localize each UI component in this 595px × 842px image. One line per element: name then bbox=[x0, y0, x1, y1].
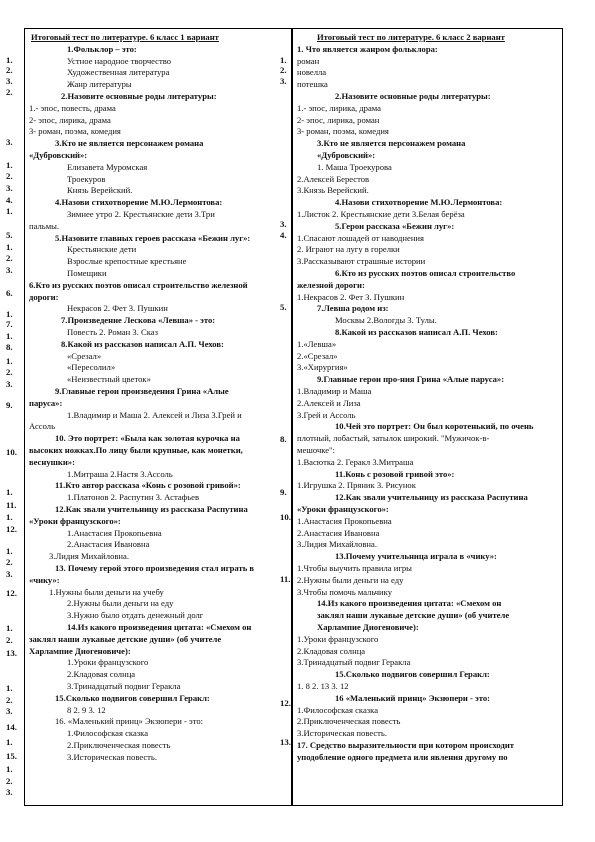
text-line: 1.Листок 2. Крестьянские дети 3.Белая берёза bbox=[297, 209, 465, 219]
text-line: 3.Рассказывают страшные истории bbox=[297, 256, 426, 267]
text-line: заклял наши лукавые детские души» (об учителе bbox=[317, 610, 510, 621]
margin-answer-mark: 1. bbox=[6, 309, 13, 319]
text-line: 5.Герои рассказа «Бежин луг»: bbox=[335, 220, 455, 231]
margin-answer-mark: 10. bbox=[280, 512, 291, 522]
text-line: 6.Кто из русских поэтов описал строительство bbox=[335, 268, 516, 278]
margin-answer-mark: 1. bbox=[6, 512, 13, 522]
text-line: 1.Игрушка 2. Пряник 3. Рисунок bbox=[297, 480, 416, 491]
margin-answer-mark: 12. bbox=[6, 588, 17, 598]
text-line: 3.Историческая повесть. bbox=[297, 728, 387, 739]
text-line: «Дубровский»: bbox=[317, 150, 376, 160]
margin-answer-mark: 2. bbox=[6, 557, 13, 567]
margin-answer-mark: 4. bbox=[6, 195, 13, 205]
text-line: 16. «Маленький принц» Экзюпери - это: bbox=[55, 716, 204, 727]
text-line: 4.Назови стихотворение М.Ю.Лермонтова: bbox=[335, 197, 503, 208]
text-line: «Неизвестный цветок» bbox=[67, 374, 151, 385]
text-line: 1.Анастасия Прокопьевна bbox=[67, 527, 162, 538]
text-line: 1. Что является жанром фольклора: bbox=[297, 43, 438, 54]
text-line: 2.Кладовая солнца bbox=[67, 669, 136, 680]
text-line: новелла bbox=[297, 67, 327, 78]
margin-answer-mark: 1. bbox=[280, 55, 287, 65]
text-line: Художественная литература bbox=[67, 67, 170, 78]
text-line: 1. Маша Троекурова bbox=[317, 161, 392, 172]
text-line: Итоговый тест по литературе. 6 класс 2 вариант bbox=[317, 32, 505, 42]
text-line: 2.Анастасия Ивановна bbox=[297, 527, 380, 538]
text-line: Харлампие Диогеновиче): bbox=[29, 645, 131, 656]
text-line: заклял наши лукавые детские души» (об учителе bbox=[29, 633, 222, 644]
margin-answer-mark: 2. bbox=[6, 171, 13, 181]
text-line: 13.Почему учительница играла в «чику»: bbox=[335, 551, 497, 562]
margin-answer-mark: 9. bbox=[280, 487, 287, 497]
text-line: паруса»: bbox=[29, 397, 63, 408]
margin-answer-mark: 1. bbox=[6, 546, 13, 556]
text-line: 11.Конь с розовой гривой это»: bbox=[335, 468, 455, 479]
text-line: Взрослые крепостные крестьяне bbox=[67, 256, 187, 267]
text-line: 1.Васютка 2. Геракл 3.Митраша bbox=[297, 456, 414, 467]
margin-answer-mark: 2. bbox=[280, 65, 287, 75]
margin-answer-mark: 3. bbox=[6, 569, 13, 579]
margin-answer-mark: 2. bbox=[6, 635, 13, 645]
text-line: 1.Платонов 2. Распутин 3. Астафьев bbox=[67, 492, 200, 503]
margin-answer-mark: 2. bbox=[6, 776, 13, 786]
text-line: 14.Из какого произведения цитата: «Смехом он bbox=[317, 598, 502, 609]
text-line: 3- роман, поэма, комедия bbox=[29, 126, 121, 137]
text-line: 2.Приключенческая повесть bbox=[67, 740, 171, 750]
text-line: 1.- эпос, повесть, драма bbox=[29, 102, 116, 113]
text-line: 2.Кладовая солнца bbox=[297, 645, 366, 656]
text-line: 1.Владимир и Маша bbox=[297, 386, 372, 396]
text-line: 13. Почему герой этого произведения стал играть в bbox=[55, 563, 255, 573]
text-line: «Уроки французского»: bbox=[297, 504, 389, 514]
margin-answer-mark: 3. bbox=[6, 76, 13, 86]
text-line: Ассоль bbox=[29, 421, 56, 432]
margin-answer-mark: 11. bbox=[280, 574, 291, 584]
margin-answer-mark: 3. bbox=[6, 379, 13, 389]
margin-answer-mark: 1. bbox=[6, 764, 13, 774]
text-line: 1.Фольклор – это: bbox=[67, 43, 137, 54]
text-line: 3.Лидия Михайловна. bbox=[297, 539, 377, 550]
text-line: 1.Уроки французского bbox=[297, 633, 379, 644]
text-line: 3.Историческая повесть. bbox=[67, 751, 157, 762]
text-line: Помещики bbox=[67, 268, 107, 278]
text-line: 1.Митраша 2.Настя 3.Ассоль bbox=[67, 468, 173, 479]
margin-answer-mark: 2. bbox=[6, 695, 13, 705]
margin-answer-mark: 11. bbox=[6, 500, 17, 510]
variant-2-column bbox=[292, 28, 563, 806]
margin-answer-mark: 2. bbox=[6, 65, 13, 75]
text-line: веснушки»: bbox=[29, 456, 75, 467]
text-line: 2.Алексей Берестов bbox=[297, 173, 370, 184]
margin-answer-mark: 2. bbox=[6, 367, 13, 377]
text-line: 1.«Левша» bbox=[297, 338, 337, 349]
text-line: 3.Лидия Михайловна. bbox=[49, 551, 129, 562]
text-line: 1.Владимир и Маша 2. Алексей и Лиза 3.Грей и bbox=[67, 409, 242, 420]
text-line: Жанр литературы bbox=[67, 79, 132, 90]
margin-answer-mark: 12. bbox=[6, 524, 17, 534]
text-line: «Уроки французского»: bbox=[29, 515, 121, 526]
text-line: 3.Тринадцатый подвиг Геракла bbox=[297, 657, 411, 668]
text-line: «Срезал» bbox=[67, 350, 102, 361]
margin-answer-mark: 3. bbox=[6, 787, 13, 797]
text-line: 9.Главные герои про-ния Грина «Алые паруса»: bbox=[317, 374, 505, 385]
text-line: 1.Философская сказка bbox=[67, 728, 149, 739]
margin-answer-mark: 14. bbox=[6, 722, 17, 732]
margin-answer-mark: 3. bbox=[6, 265, 13, 275]
text-line: 3.Кто не является персонажем романа bbox=[55, 138, 204, 149]
margin-answer-mark: 2. bbox=[6, 87, 13, 97]
text-line: 2- эпос, лирика, драма bbox=[29, 114, 111, 125]
margin-answer-mark: 13. bbox=[280, 737, 291, 747]
text-line: 3.Нужно было отдать денежный долг bbox=[67, 610, 204, 621]
margin-answer-mark: 8. bbox=[280, 434, 287, 444]
text-line: 8.Какой из рассказов написал А.П. Чехов: bbox=[61, 338, 224, 349]
text-line: Троекуров bbox=[67, 173, 106, 184]
text-line: 14.Из какого произведения цитата: «Смехом он bbox=[67, 622, 252, 632]
text-line: 3.Чтобы помочь мальчику bbox=[297, 586, 392, 597]
margin-answer-mark: 8. bbox=[6, 342, 13, 352]
text-line: Итоговый тест по литературе. 6 класс 1 вариант bbox=[31, 32, 219, 42]
text-line: 6.Кто из русских поэтов описал строительство железной bbox=[29, 279, 248, 290]
text-line: Устное народное творчество bbox=[67, 55, 172, 66]
text-line: 12.Как звали учительницу из рассказа Распутина bbox=[55, 504, 248, 514]
margin-answer-mark: 1. bbox=[6, 737, 13, 747]
margin-answer-mark: 5. bbox=[6, 230, 13, 240]
text-line: роман bbox=[297, 55, 320, 66]
margin-answer-mark: 1. bbox=[6, 356, 13, 366]
margin-answer-mark: 3. bbox=[280, 219, 287, 229]
text-line: 2.«Срезал» bbox=[297, 350, 338, 361]
text-line: Москвы 2.Вологды 3. Тулы. bbox=[335, 315, 437, 326]
text-line: 10.Чей это портрет: Он был коротенький, по очень bbox=[335, 421, 534, 432]
text-line: 4.Назови стихотворение М.Ю.Лермонтова: bbox=[55, 197, 223, 208]
text-line: 2.Анастасия Ивановна bbox=[67, 539, 150, 550]
margin-answer-mark: 13. bbox=[6, 648, 17, 658]
text-line: 3.Грей и Ассоль bbox=[297, 409, 356, 420]
text-line: железной дороги: bbox=[297, 279, 365, 290]
margin-answer-mark: 1. bbox=[6, 160, 13, 170]
margin-answer-mark: 1. bbox=[6, 683, 13, 693]
text-line: 15.Сколько подвигов совершил Геракл: bbox=[55, 692, 210, 703]
margin-answer-mark: 1. bbox=[6, 623, 13, 633]
margin-answer-mark: 3. bbox=[6, 183, 13, 193]
text-line: «Пересолил» bbox=[67, 362, 116, 373]
text-line: «чику»: bbox=[29, 574, 60, 585]
text-line: 7.Произведение Лескова «Левша» - это: bbox=[61, 315, 216, 326]
text-line: Некрасов 2. Фет 3. Пушкин bbox=[67, 303, 168, 314]
text-line: 1. 8 2. 13 3. 12 bbox=[297, 681, 349, 691]
margin-answer-mark: 5. bbox=[280, 302, 287, 312]
text-line: Повесть 2. Роман 3. Сказ bbox=[67, 327, 158, 337]
margin-answer-mark: 3. bbox=[6, 706, 13, 716]
text-line: Харлампие Диогеновиче): bbox=[317, 622, 419, 632]
margin-answer-mark: 9. bbox=[6, 400, 13, 410]
text-line: 3.Тринадцатый подвиг Геракла bbox=[67, 681, 181, 691]
margin-answer-mark: 3. bbox=[6, 137, 13, 147]
margin-answer-mark: 10. bbox=[6, 447, 17, 457]
text-line: 11.Кто автор рассказа «Конь с розовой гривой»: bbox=[55, 480, 241, 491]
text-line: 1.- эпос, лирика, драма bbox=[297, 102, 381, 113]
text-line: 1.Уроки французского bbox=[67, 657, 149, 668]
text-line: 1.Нужны были деньги на учебу bbox=[49, 586, 164, 597]
text-line: 9.Главные герои произведения Грина «Алые bbox=[55, 386, 229, 396]
text-line: потешка bbox=[297, 79, 328, 90]
text-line: 1.Чтобы выучить правила игры bbox=[297, 563, 412, 573]
text-line: 10. Это портрет: «Была как золотая курочка на bbox=[55, 433, 240, 444]
text-line: 2.Нужны были деньги на еду bbox=[67, 598, 174, 609]
margin-answer-mark: 1. bbox=[6, 206, 13, 216]
text-line: плотный, лобастый, затылок широкий. "Мужичок-в- bbox=[297, 433, 490, 444]
text-line: Крестьянские дети bbox=[67, 244, 137, 255]
text-line: 3.Кто не является персонажем романа bbox=[317, 138, 466, 149]
margin-answer-mark: 4. bbox=[280, 230, 287, 240]
text-line: 3.Князь Верейский. bbox=[297, 185, 369, 196]
text-line: 2. Играют на лугу в горелки bbox=[297, 244, 400, 255]
text-line: 3.«Хирургия» bbox=[297, 362, 348, 373]
text-line: 2- эпос, лирика, роман bbox=[297, 114, 380, 125]
text-line: пальмы. bbox=[29, 220, 60, 231]
text-line: 16 «Маленький принц» Экзюпери - это: bbox=[335, 692, 491, 703]
text-line: уподобление одного предмета или явления другому по bbox=[297, 751, 508, 762]
variant-1-column bbox=[24, 28, 292, 806]
text-line: 17. Средство выразительности при котором происходит bbox=[297, 740, 514, 750]
text-line: 1.Анастасия Прокопьевна bbox=[297, 515, 392, 526]
text-line: 1.Некрасов 2. Фет 3. Пушкин bbox=[297, 291, 405, 302]
margin-answer-mark: 1. bbox=[6, 487, 13, 497]
margin-answer-mark: 2. bbox=[6, 253, 13, 263]
text-line: дороги: bbox=[29, 291, 59, 302]
text-line: 2.Назовите основные роды литературы: bbox=[61, 91, 217, 101]
margin-answer-mark: 1. bbox=[6, 55, 13, 65]
text-line: 8.Какой из рассказов написал А.П. Чехов: bbox=[335, 327, 498, 337]
text-line: 1.Спасают лошадей от наводнения bbox=[297, 232, 424, 243]
margin-answer-mark: 6. bbox=[6, 288, 13, 298]
text-line: 2.Приключенческая повесть bbox=[297, 716, 401, 727]
text-line: 2.Нужны были деньги на еду bbox=[297, 574, 404, 585]
margin-answer-mark: 12. bbox=[280, 698, 291, 708]
margin-answer-mark: 3. bbox=[280, 76, 287, 86]
text-line: 5.Назовите главных героев рассказа «Бежин луг»: bbox=[55, 232, 251, 243]
margin-answer-mark: 7. bbox=[6, 319, 13, 329]
text-line: 15.Сколько подвигов совершил Геракл: bbox=[335, 669, 490, 680]
text-line: мешочке": bbox=[297, 445, 335, 455]
text-line: 3- роман, поэма, комедия bbox=[297, 126, 389, 137]
text-line: Князь Верейский. bbox=[67, 185, 133, 196]
text-line: «Дубровский»: bbox=[29, 150, 88, 160]
text-line: Зимнее утро 2. Крестьянские дети 3.Три bbox=[67, 209, 215, 219]
margin-answer-mark: 15. bbox=[6, 751, 17, 761]
text-line: 12.Как звали учительницу из рассказа Распутина bbox=[335, 492, 528, 503]
text-line: 7.Левша родом из: bbox=[317, 303, 389, 314]
margin-answer-mark: 1. bbox=[6, 242, 13, 252]
text-line: Елизавета Муромская bbox=[67, 161, 148, 172]
text-line: 2.Назовите основные роды литературы: bbox=[335, 91, 491, 101]
margin-answer-mark: 1. bbox=[6, 331, 13, 341]
text-line: 2.Алексей и Лиза bbox=[297, 397, 361, 408]
text-line: 8 2. 9 3. 12 bbox=[67, 704, 106, 715]
text-line: высоких ножках.По лицу были крупные, как монетки, bbox=[29, 445, 243, 455]
text-line: 1.Философская сказка bbox=[297, 704, 379, 715]
